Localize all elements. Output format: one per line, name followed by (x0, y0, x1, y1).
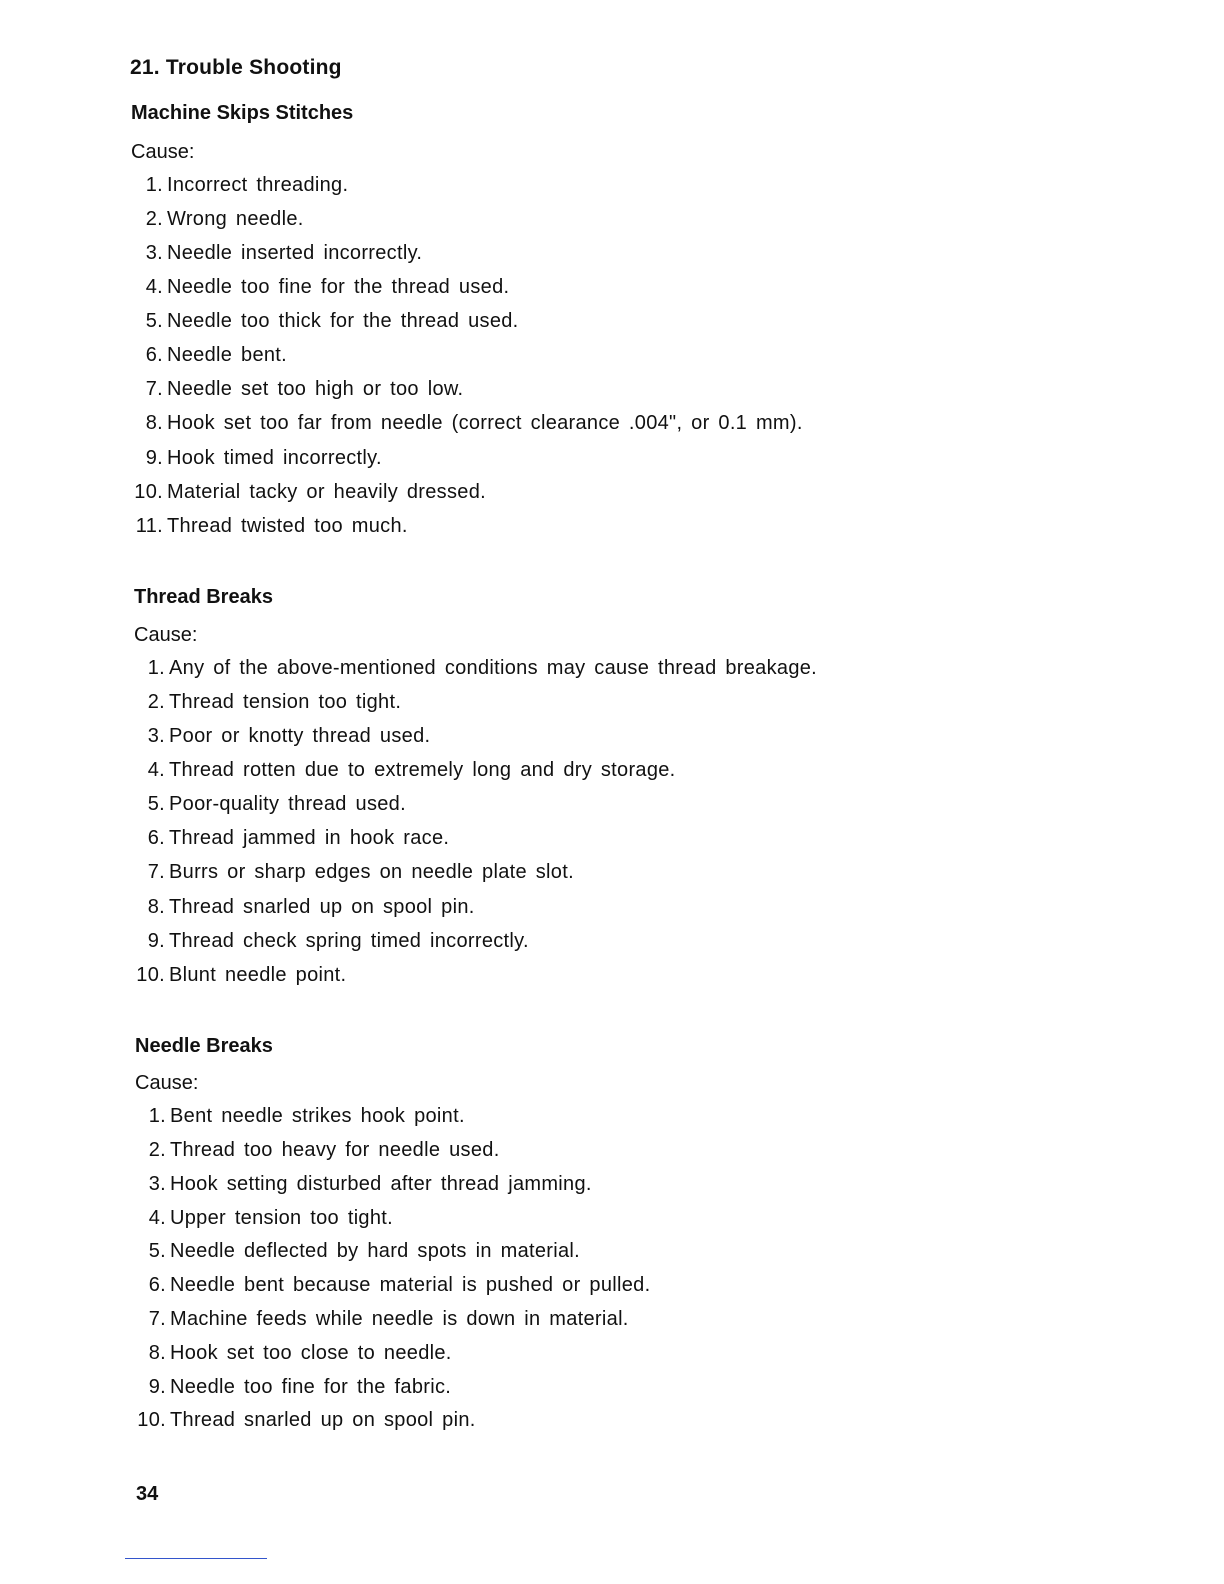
item-number: 3. (148, 1173, 166, 1195)
list-item (125, 827, 449, 861)
list-item (126, 1409, 476, 1443)
item-number: 7. (147, 861, 165, 883)
list-item (126, 1308, 629, 1342)
item-number: 4. (148, 1207, 166, 1229)
list-item (123, 378, 463, 412)
item-number: 7. (145, 378, 163, 400)
page-heading: 21. Trouble Shooting (130, 56, 342, 79)
list-item (123, 481, 486, 515)
item-text: Needle inserted incorrectly. (167, 242, 423, 264)
section-title: Thread Breaks (134, 586, 273, 608)
list-item (125, 759, 676, 793)
item-text: Thread check spring timed incorrectly. (169, 930, 529, 952)
list-item (126, 1105, 465, 1139)
item-number: 3. (145, 242, 163, 264)
item-number: 10. (136, 964, 165, 986)
item-text: Poor or knotty thread used. (169, 725, 431, 747)
list-item (126, 1240, 580, 1274)
item-text: Any of the above-mentioned conditions may cause thread breakage. (169, 657, 818, 679)
item-text: Poor-quality thread used. (169, 793, 406, 815)
item-text: Thread twisted too much. (167, 515, 408, 537)
item-number: 1. (147, 657, 165, 679)
list-item (125, 657, 817, 691)
list-item (123, 174, 348, 208)
item-number: 2. (148, 1139, 166, 1161)
item-text: Upper tension too tight. (170, 1207, 393, 1229)
item-number: 9. (148, 1376, 166, 1398)
item-text: Hook set too close to needle. (170, 1342, 452, 1364)
list-item (126, 1173, 592, 1207)
item-number: 5. (148, 1240, 166, 1262)
item-number: 10. (134, 481, 163, 503)
item-number: 1. (145, 174, 163, 196)
item-text: Thread rotten due to extremely long and dry storage. (169, 759, 676, 781)
list-item (126, 1139, 500, 1173)
list-item (125, 793, 406, 827)
item-text: Needle too fine for the fabric. (170, 1376, 452, 1398)
item-text: Hook set too far from needle (correct clearance .004", or 0.1 mm). (167, 412, 803, 434)
list-item (123, 447, 382, 481)
item-text: Thread too heavy for needle used. (170, 1139, 500, 1161)
item-number: 6. (145, 344, 163, 366)
item-text: Wrong needle. (167, 208, 304, 230)
item-text: Material tacky or heavily dressed. (167, 481, 486, 503)
list-item (125, 725, 430, 759)
item-text: Needle too fine for the thread used. (167, 276, 510, 298)
list-item (123, 208, 304, 242)
item-text: Bent needle strikes hook point. (170, 1105, 465, 1127)
item-text: Needle set too high or too low. (167, 378, 464, 400)
list-item (125, 964, 346, 998)
item-number: 9. (145, 447, 163, 469)
item-text: Hook setting disturbed after thread jamming. (170, 1173, 592, 1195)
cause-label: Cause: (135, 1072, 199, 1094)
item-text: Blunt needle point. (169, 964, 347, 986)
item-number: 8. (147, 896, 165, 918)
item-number: 6. (147, 827, 165, 849)
item-number: 1. (148, 1105, 166, 1127)
section-title: Needle Breaks (135, 1035, 273, 1057)
list-item (126, 1274, 650, 1308)
list-item (123, 412, 803, 446)
item-text: Thread snarled up on spool pin. (169, 896, 475, 918)
cause-label: Cause: (134, 624, 198, 646)
list-item (125, 930, 529, 964)
item-text: Hook timed incorrectly. (167, 447, 382, 469)
list-item (126, 1376, 451, 1410)
item-text: Thread tension too tight. (169, 691, 402, 713)
list-item (126, 1342, 452, 1376)
item-number: 3. (147, 725, 165, 747)
item-number: 9. (147, 930, 165, 952)
list-item (126, 1207, 393, 1241)
page-number: 34 (136, 1483, 159, 1505)
list-item (125, 896, 475, 930)
item-text: Incorrect threading. (167, 174, 349, 196)
list-item (123, 276, 509, 310)
item-number: 5. (145, 310, 163, 332)
item-text: Thread snarled up on spool pin. (170, 1409, 476, 1431)
list-item (125, 861, 574, 895)
item-text: Thread jammed in hook race. (169, 827, 450, 849)
item-text: Burrs or sharp edges on needle plate slot. (169, 861, 574, 883)
cause-label: Cause: (131, 141, 195, 163)
list-item (123, 344, 287, 378)
list-item (123, 242, 422, 276)
item-number: 8. (145, 412, 163, 434)
item-text: Needle bent because material is pushed or pulled. (170, 1274, 651, 1296)
item-number: 5. (147, 793, 165, 815)
item-text: Needle deflected by hard spots in material. (170, 1240, 581, 1262)
item-number: 4. (145, 276, 163, 298)
item-number: 4. (147, 759, 165, 781)
list-item (125, 691, 401, 725)
item-number: 6. (148, 1274, 166, 1296)
item-number: 2. (147, 691, 165, 713)
item-number: 11. (135, 515, 163, 537)
item-number: 7. (148, 1308, 166, 1330)
item-text: Needle too thick for the thread used. (167, 310, 519, 332)
item-number: 2. (145, 208, 163, 230)
list-item (123, 515, 408, 549)
section-title: Machine Skips Stitches (131, 102, 354, 124)
item-text: Needle bent. (167, 344, 288, 366)
item-number: 8. (148, 1342, 166, 1364)
list-item (123, 310, 519, 344)
item-number: 10. (137, 1409, 166, 1431)
item-text: Machine feeds while needle is down in material. (170, 1308, 629, 1330)
footer-rule (125, 1558, 267, 1559)
